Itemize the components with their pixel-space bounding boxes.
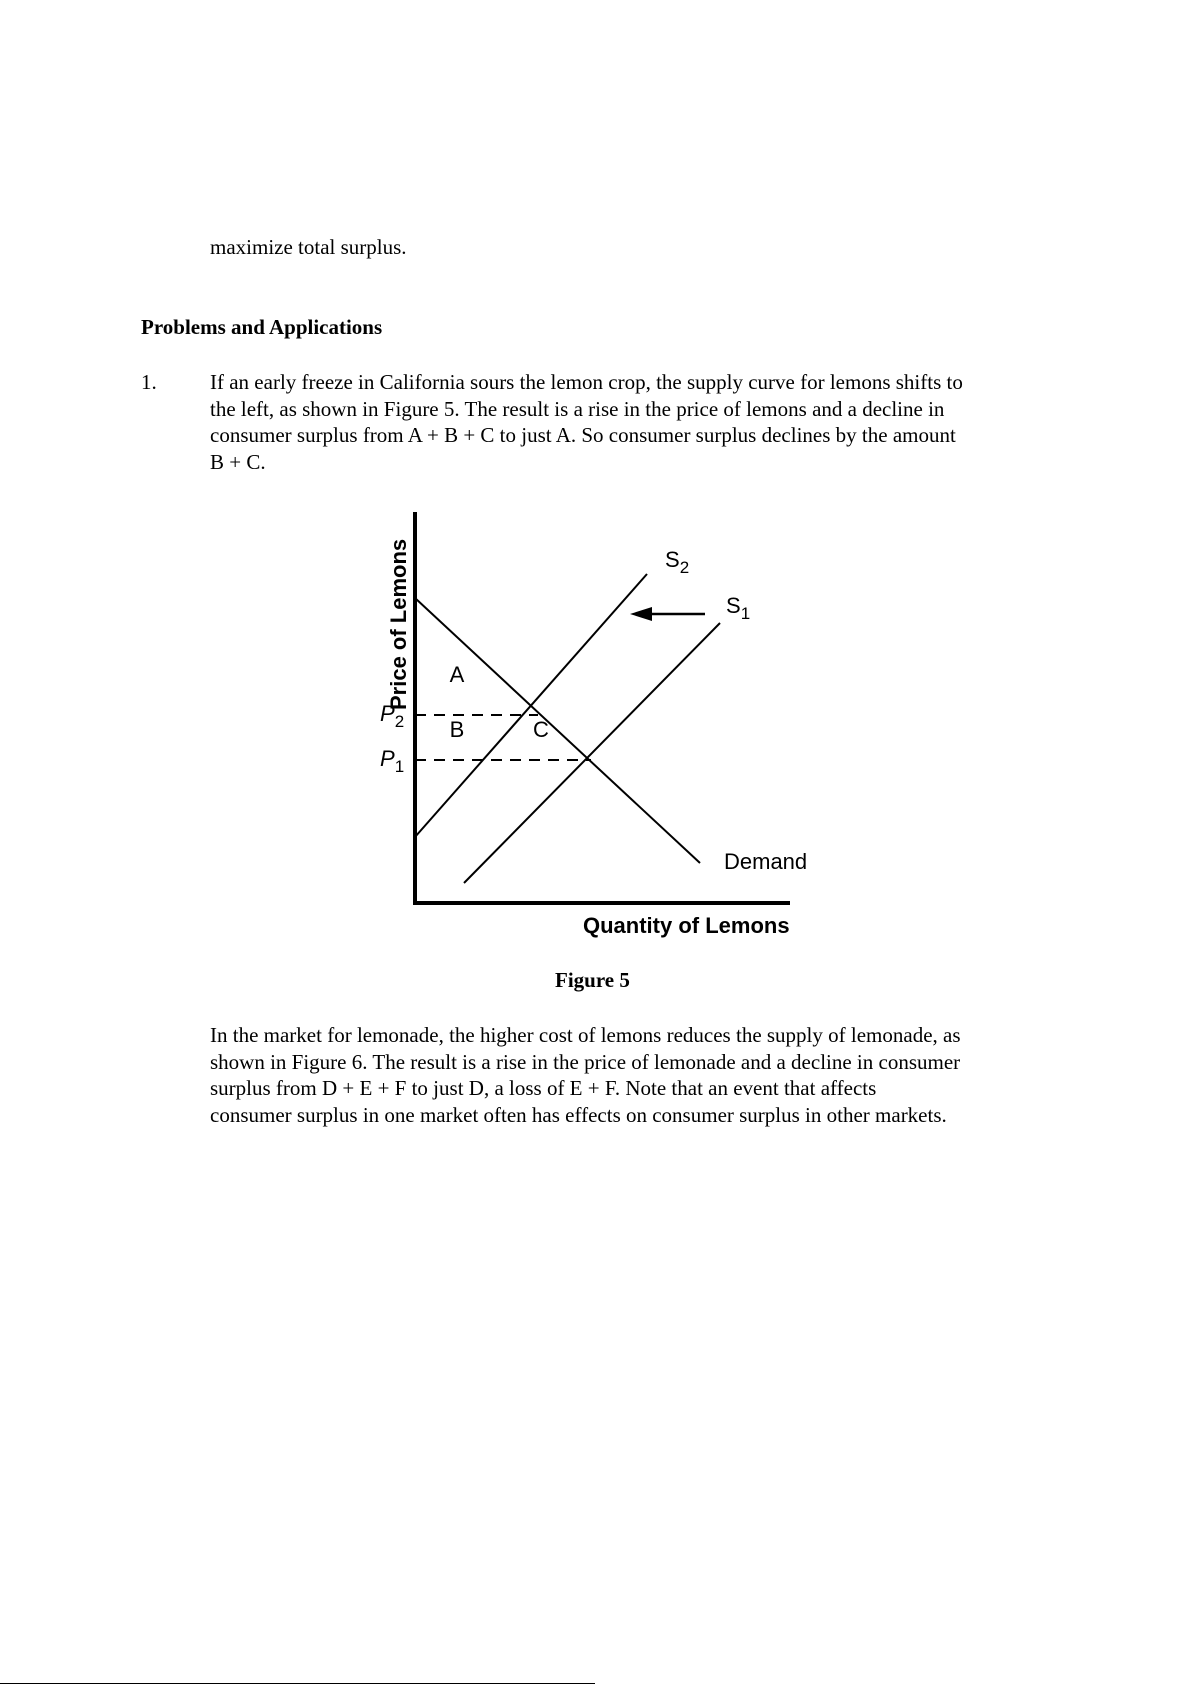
problem-line: B + C. [210, 449, 266, 474]
p1-label-sub: 1 [394, 757, 405, 776]
lemonade-paragraph [210, 1022, 961, 1128]
p1-label-base: P [380, 746, 395, 771]
s2-label [665, 547, 689, 577]
s1-label-base: S [726, 593, 741, 618]
lemonade-line: In the market for lemonade, the higher cost of lemons reduces the supply of lemonade, as [210, 1023, 961, 1047]
problem-paragraph [210, 369, 963, 475]
area-label-a: A [449, 662, 465, 687]
footnote-rule [0, 1683, 595, 1684]
s1-label [726, 593, 750, 623]
intro-fragment: maximize total surplus. [210, 235, 407, 259]
shift-arrow-icon [630, 607, 652, 621]
s2-label-sub: 2 [679, 558, 690, 577]
section-heading: Problems and Applications [141, 315, 383, 339]
demand-label: Demand [724, 849, 808, 874]
x-axis-label: Quantity of Lemons [583, 913, 790, 938]
s1-label-sub: 1 [740, 604, 751, 623]
area-label-b: B [449, 717, 465, 742]
figure-5-chart [360, 495, 840, 955]
area-label-c: C [533, 717, 549, 742]
p2-label-base: P [380, 701, 395, 726]
problem-line: If an early freeze in California sours the lemon crop, the supply curve for lemons shifts to [210, 370, 963, 394]
p2-label-sub: 2 [394, 712, 405, 731]
problem-line: the left, as shown in Figure 5. The result is a rise in the price of lemons and a decline in [210, 396, 945, 421]
figure-caption: Figure 5 [555, 968, 630, 992]
lemonade-line: surplus from D + E + F to just D, a loss of E + F. Note that an event that affects [210, 1076, 877, 1100]
lemonade-line: shown in Figure 6. The result is a rise in the price of lemonade and a decline in consumer [210, 1049, 961, 1074]
problem-line: consumer surplus from A + B + C to just A. So consumer surplus declines by the amount [210, 423, 956, 447]
supply-curve-s1 [464, 623, 720, 883]
s2-label-base: S [665, 547, 680, 572]
supply-curve-s2 [415, 574, 647, 837]
p1-label [380, 746, 404, 776]
problem-number: 1. [141, 370, 157, 394]
lemonade-line: consumer surplus in one market often has effects on consumer surplus in other markets. [210, 1102, 947, 1127]
y-axis-label: Price of Lemons [386, 538, 411, 710]
